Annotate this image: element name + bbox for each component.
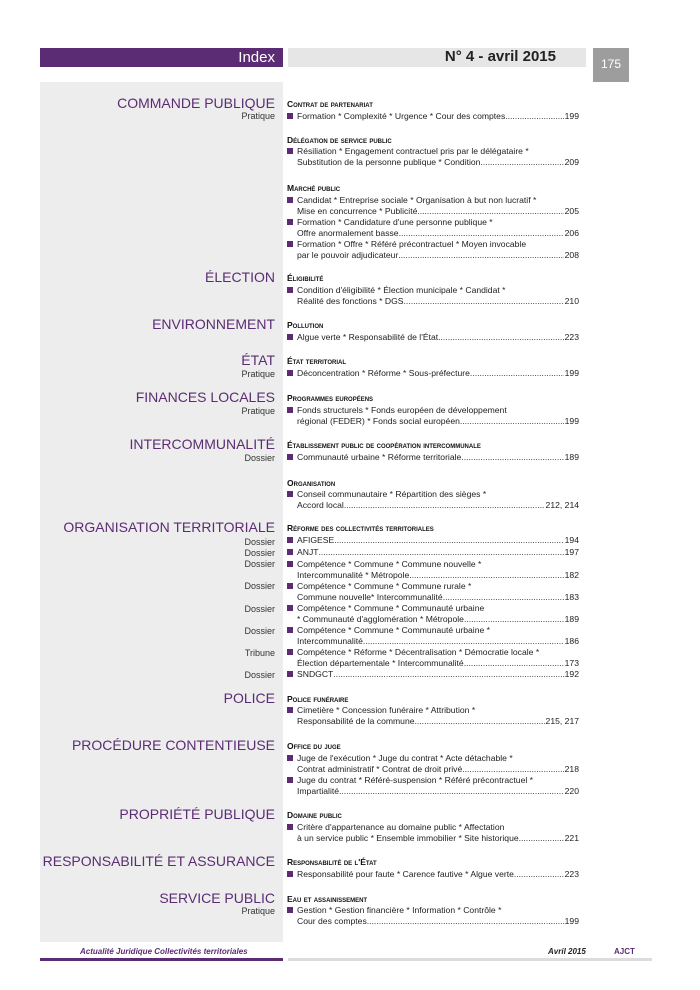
- footer-rule-left: [40, 958, 283, 961]
- section-heading: Établissement public de coopération intercommunale: [287, 440, 481, 450]
- bullet-icon: [287, 334, 293, 340]
- topic-rubrique: Dossier: [244, 548, 275, 558]
- bullet-icon: [287, 777, 293, 783]
- bullet-icon: [287, 583, 293, 589]
- index-entry: AFIGESE ..... 194: [287, 535, 579, 546]
- page-number: 175: [600, 57, 622, 71]
- topic-police: POLICE: [223, 690, 275, 706]
- section-heading: Programmes européens: [287, 393, 374, 403]
- section-heading: État territorial: [287, 356, 347, 366]
- index-entry: Condition d'éligibilité * Élection municipale * Candidat * Réalité des fonctions * DGS ..... 210: [287, 285, 579, 306]
- topic-rubrique: Pratique: [241, 406, 275, 416]
- topic-rubrique: Dossier: [244, 604, 275, 614]
- index-entry: Compétence * Commune * Commune rurale * Commune nouvelle* Intercommunalité ..... 183: [287, 581, 579, 602]
- index-entry: Compétence * Commune * Communauté urbaine * Intercommunalité ..... 186: [287, 625, 579, 646]
- issue-banner: [288, 48, 586, 67]
- topic-service-public: SERVICE PUBLIC: [159, 890, 275, 906]
- index-entry: Critère d'appartenance au domaine public * Affectation à un service public * Ensemble immobilier * Site historique ..... 221: [287, 822, 579, 843]
- topic-rubrique: Dossier: [244, 581, 275, 591]
- index-entry: Résiliation * Engagement contractuel pris par le délégataire * Substitution de la personne publique * Condition ..... 209: [287, 146, 579, 167]
- index-entry: Conseil communautaire * Répartition des sièges * Accord local ..... 212, 214: [287, 489, 579, 510]
- section-heading: Délégation de service public: [287, 135, 392, 145]
- section-heading: Réforme des collectivités territoriales: [287, 523, 434, 533]
- index-entry: Compétence * Réforme * Décentralisation * Démocratie locale * Élection départementale * Intercommunalité ..... 173: [287, 647, 579, 668]
- topic-rubrique: Dossier: [244, 670, 275, 680]
- topic-rubrique: Dossier: [244, 626, 275, 636]
- index-entry: Formation * Complexité * Urgence * Cour des comptes ..... 199: [287, 111, 579, 122]
- index-entry: Compétence * Commune * Communauté urbaine * Communauté d'agglomération * Métropole ..... 189: [287, 603, 579, 624]
- section-heading: Pollution: [287, 320, 324, 330]
- index-entry: Juge du contrat * Référé-suspension * Référé précontractuel * Impartialité ..... 220: [287, 775, 579, 796]
- index-entry: ANJT ..... 197: [287, 547, 579, 558]
- topic-rubrique: Pratique: [241, 111, 275, 121]
- bullet-icon: [287, 561, 293, 567]
- topic-etat: ÉTAT: [241, 352, 275, 368]
- topic-environnement: ENVIRONNEMENT: [152, 316, 275, 332]
- index-entry: Déconcentration * Réforme * Sous-préfecture ..... 199: [287, 368, 579, 379]
- bullet-icon: [287, 755, 293, 761]
- topic-rubrique: Pratique: [241, 369, 275, 379]
- topic-commande-publique: COMMANDE PUBLIQUE: [117, 95, 275, 111]
- section-heading: Eau et assainissement: [287, 894, 368, 904]
- index-entry: Candidat * Entreprise sociale * Organisation à but non lucratif * Mise en concurrence * Publicité ..... 205: [287, 195, 579, 216]
- index-entry: Gestion * Gestion financière * Information * Contrôle * Cour des comptes ..... 199: [287, 905, 579, 926]
- footer-journal: Actualité Juridique Collectivités territoriales: [80, 947, 248, 956]
- index-entry: Formation * Candidature d'une personne publique * Offre anormalement basse ..... 206: [287, 217, 579, 238]
- bullet-icon: [287, 871, 293, 877]
- topic-rubrique: Dossier: [244, 537, 275, 547]
- index-entry: SNDGCT ..... 192: [287, 669, 579, 680]
- bullet-icon: [287, 707, 293, 713]
- index-entry: Fonds structurels * Fonds européen de développement régional (FEDER) * Fonds social européen ..... 199: [287, 405, 579, 426]
- bullet-icon: [287, 219, 293, 225]
- page-title: Index: [238, 49, 275, 66]
- bullet-icon: [287, 197, 293, 203]
- section-heading: Domaine public: [287, 810, 342, 820]
- topic-intercommunalite: INTERCOMMUNALITÉ: [129, 436, 275, 452]
- topic-procedure-contentieuse: PROCÉDURE CONTENTIEUSE: [71, 737, 275, 753]
- topic-rubrique: Dossier: [244, 559, 275, 569]
- bullet-icon: [287, 491, 293, 497]
- bullet-icon: [287, 671, 293, 677]
- section-heading: Marché public: [287, 183, 341, 193]
- bullet-icon: [287, 549, 293, 555]
- topic-propriete-publique: PROPRIÉTÉ PUBLIQUE: [119, 806, 275, 822]
- index-banner: [40, 48, 283, 67]
- footer-brand: AJCT: [614, 947, 635, 956]
- section-heading: Office du juge: [287, 741, 341, 751]
- index-entry: Communauté urbaine * Réforme territoriale ..... 189: [287, 452, 579, 463]
- bullet-icon: [287, 370, 293, 376]
- topic-rubrique: Dossier: [244, 453, 275, 463]
- bullet-icon: [287, 537, 293, 543]
- page-number-box: [593, 48, 629, 82]
- topic-rubrique: Pratique: [241, 906, 275, 916]
- footer-date: Avril 2015: [548, 947, 586, 956]
- topic-finances-locales: FINANCES LOCALES: [135, 389, 275, 405]
- index-entry: Juge de l'exécution * Juge du contrat * Acte détachable * Contrat administratif * Contrat de droit privé ..... 218: [287, 753, 579, 774]
- topic-responsabilite-assurance: RESPONSABILITÉ ET ASSURANCE: [42, 853, 275, 869]
- bullet-icon: [287, 824, 293, 830]
- topic-election: ÉLECTION: [204, 269, 275, 285]
- bullet-icon: [287, 627, 293, 633]
- bullet-icon: [287, 907, 293, 913]
- index-entry: Algue verte * Responsabilité de l'État ..... 223: [287, 332, 579, 343]
- bullet-icon: [287, 113, 293, 119]
- section-heading: Organisation: [287, 478, 336, 488]
- bullet-icon: [287, 649, 293, 655]
- section-heading: Police funéraire: [287, 694, 349, 704]
- index-entry: Cimetière * Concession funéraire * Attribution * Responsabilité de la commune ..... 215, 217: [287, 705, 579, 726]
- topic-organisation-territoriale: ORGANISATION TERRITORIALE: [63, 519, 275, 535]
- section-heading: Responsabilité de l'État: [287, 857, 377, 867]
- index-entry: Responsabilité pour faute * Carence fautive * Algue verte ..... 223: [287, 869, 579, 880]
- section-heading: Éligibilité: [287, 273, 324, 283]
- index-entry: Compétence * Commune * Commune nouvelle * Intercommunalité * Métropole ..... 182: [287, 559, 579, 580]
- bullet-icon: [287, 407, 293, 413]
- bullet-icon: [287, 454, 293, 460]
- footer-rule-right: [288, 958, 652, 961]
- bullet-icon: [287, 148, 293, 154]
- topic-rubrique: Tribune: [244, 648, 275, 658]
- bullet-icon: [287, 241, 293, 247]
- index-entry: Formation * Offre * Référé précontractuel * Moyen invocable par le pouvoir adjudicateur ..... 208: [287, 239, 579, 260]
- bullet-icon: [287, 287, 293, 293]
- bullet-icon: [287, 605, 293, 611]
- section-heading: Contrat de partenariat: [287, 99, 373, 109]
- issue-label: N° 4 - avril 2015: [444, 48, 556, 65]
